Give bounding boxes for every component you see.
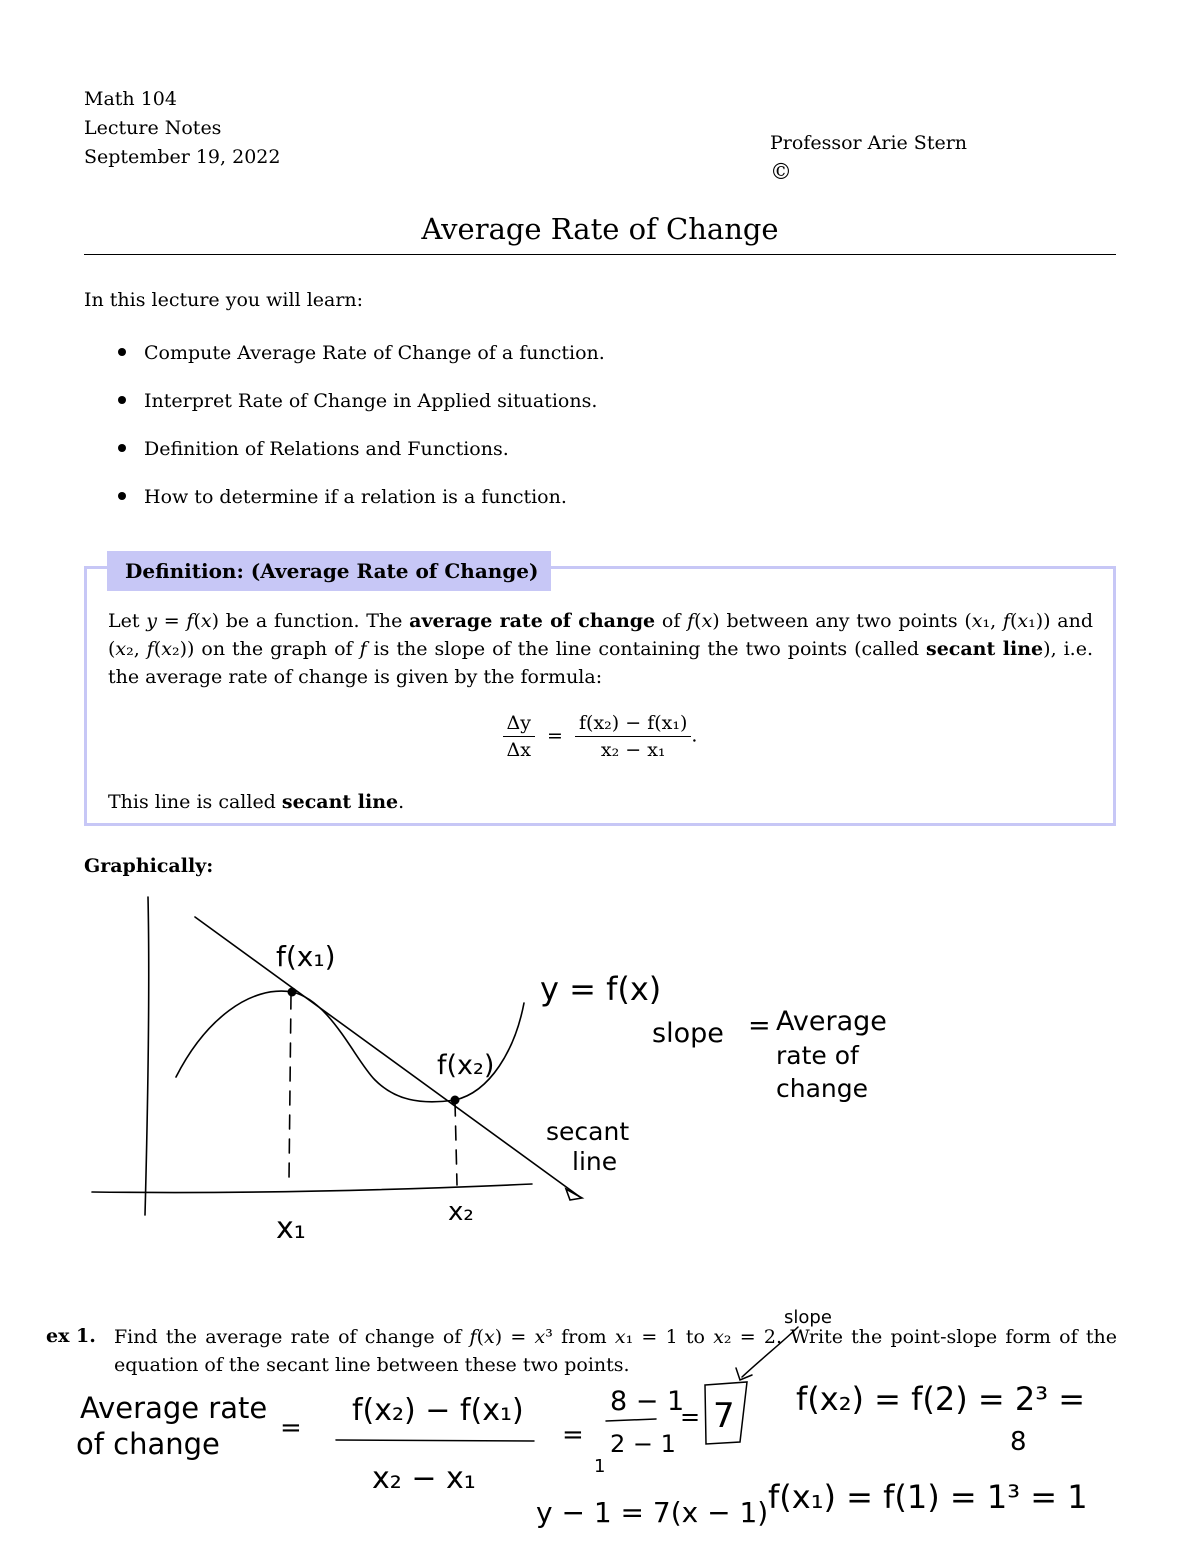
list-item: How to determine if a relation is a function. bbox=[118, 486, 567, 508]
professor-name: Professor Arie Stern bbox=[770, 132, 968, 154]
definition-title: Definition: (Average Rate of Change) bbox=[107, 551, 551, 591]
label-fx1: f(x₁) bbox=[276, 940, 336, 973]
work-eq3: = bbox=[680, 1403, 701, 1431]
work-eq1: = bbox=[280, 1413, 302, 1443]
work-boxed-answer: 7 bbox=[713, 1396, 735, 1436]
dashed-x2 bbox=[455, 1102, 457, 1185]
work-den-val: 2 − 1 bbox=[610, 1430, 676, 1458]
author-header bbox=[770, 129, 967, 187]
note-equals: = bbox=[748, 1010, 771, 1041]
example-label: ex 1. bbox=[46, 1325, 96, 1347]
label-line: line bbox=[572, 1147, 618, 1176]
point-x1 bbox=[288, 988, 297, 997]
doc-type: Lecture Notes bbox=[84, 117, 222, 139]
list-item: Definition of Relations and Functions. bbox=[118, 438, 509, 460]
annotation-slope: slope bbox=[784, 1307, 832, 1328]
label-fx2: f(x₂) bbox=[437, 1050, 495, 1081]
note-average: Average bbox=[776, 1006, 887, 1037]
work-avg-line2: of change bbox=[76, 1427, 220, 1461]
slope-pointer bbox=[742, 1327, 798, 1377]
work-point-slope: y − 1 = 7(x − 1) bbox=[536, 1496, 769, 1529]
formula-lhs: $\frac{\Delta y}{\Delta x}$ bbox=[503, 712, 535, 761]
page-title: Average Rate of Change bbox=[421, 212, 779, 246]
course-header bbox=[84, 85, 280, 172]
dashed-x1 bbox=[289, 995, 291, 1180]
work-avg-line1: Average rate bbox=[80, 1391, 268, 1425]
definition-text: Let y = f(x) be a function. The average rate of change of f(x) between any two points (x₁, f(x₁)) and (x₂, f(x₂)) on the graph of f is the slope of the line containing the two points (called secant line), i.e. the average rate of change is given by the formula: bbox=[108, 610, 1094, 688]
bullet-icon bbox=[118, 396, 126, 404]
secant-sketch bbox=[0, 880, 1200, 1280]
work-fx1: f(x₁) = f(1) = 1³ = 1 bbox=[768, 1478, 1088, 1516]
work-fraction-bar bbox=[336, 1440, 534, 1441]
work-frac-num: f(x₂) − f(x₁) bbox=[352, 1393, 524, 1428]
secant-line bbox=[195, 917, 580, 1197]
bullet-icon bbox=[118, 444, 126, 452]
course-name: Math 104 bbox=[84, 88, 177, 110]
label-x1: x₁ bbox=[276, 1211, 306, 1246]
work-fx2: f(x₂) = f(2) = 2³ = bbox=[796, 1380, 1086, 1418]
example-text: Find the average rate of change of f(x) = x³ from x₁ = 1 to x₂ = 2. Write the point-slope form of the equation of the secant line between these two points. bbox=[114, 1326, 1117, 1376]
title-rule bbox=[84, 254, 1116, 255]
bullet-icon bbox=[118, 348, 126, 356]
note-slope: slope bbox=[652, 1018, 724, 1049]
point-x2 bbox=[451, 1096, 460, 1105]
work-den-one: 1 bbox=[594, 1456, 606, 1477]
x-axis bbox=[92, 1184, 532, 1193]
label-secant: secant bbox=[546, 1117, 630, 1146]
lecture-date: September 19, 2022 bbox=[84, 146, 281, 168]
handwritten-work bbox=[0, 1300, 1200, 1553]
function-curve bbox=[176, 991, 524, 1102]
work-num-val: 8 − 1 bbox=[610, 1386, 685, 1417]
definition-closing: This line is called secant line. bbox=[108, 791, 405, 813]
note-change: change bbox=[776, 1074, 869, 1103]
numeric-fraction-bar bbox=[606, 1419, 656, 1421]
arrow-head-icon bbox=[566, 1189, 582, 1200]
y-axis bbox=[145, 897, 149, 1215]
list-item: Interpret Rate of Change in Applied situations. bbox=[118, 390, 597, 412]
rate-formula: $\frac{\Delta y}{\Delta x}$ = $\frac{\text{f(x₂) − f(x₁)}}{\text{x₂ − x₁}}$ . bbox=[0, 712, 1200, 761]
graphically-label: Graphically: bbox=[84, 855, 214, 877]
work-frac-den: x₂ − x₁ bbox=[372, 1461, 476, 1496]
objectives-list bbox=[118, 342, 1018, 522]
formula-rhs: $\frac{\text{f(x₂) − f(x₁)}}{\text{x₂ − x₁}}$ bbox=[575, 712, 691, 761]
definition-box bbox=[84, 566, 1116, 826]
work-eq2: = bbox=[562, 1420, 584, 1450]
list-item: Compute Average Rate of Change of a function. bbox=[118, 342, 605, 364]
note-rate: rate of bbox=[776, 1041, 859, 1070]
label-x2: x₂ bbox=[448, 1197, 474, 1227]
intro-text: In this lecture you will learn: bbox=[84, 289, 364, 311]
label-curve: y = f(x) bbox=[540, 970, 662, 1008]
work-fx2-val: 8 bbox=[1010, 1427, 1027, 1457]
bullet-icon bbox=[118, 492, 126, 500]
copyright-mark: © bbox=[770, 160, 792, 185]
